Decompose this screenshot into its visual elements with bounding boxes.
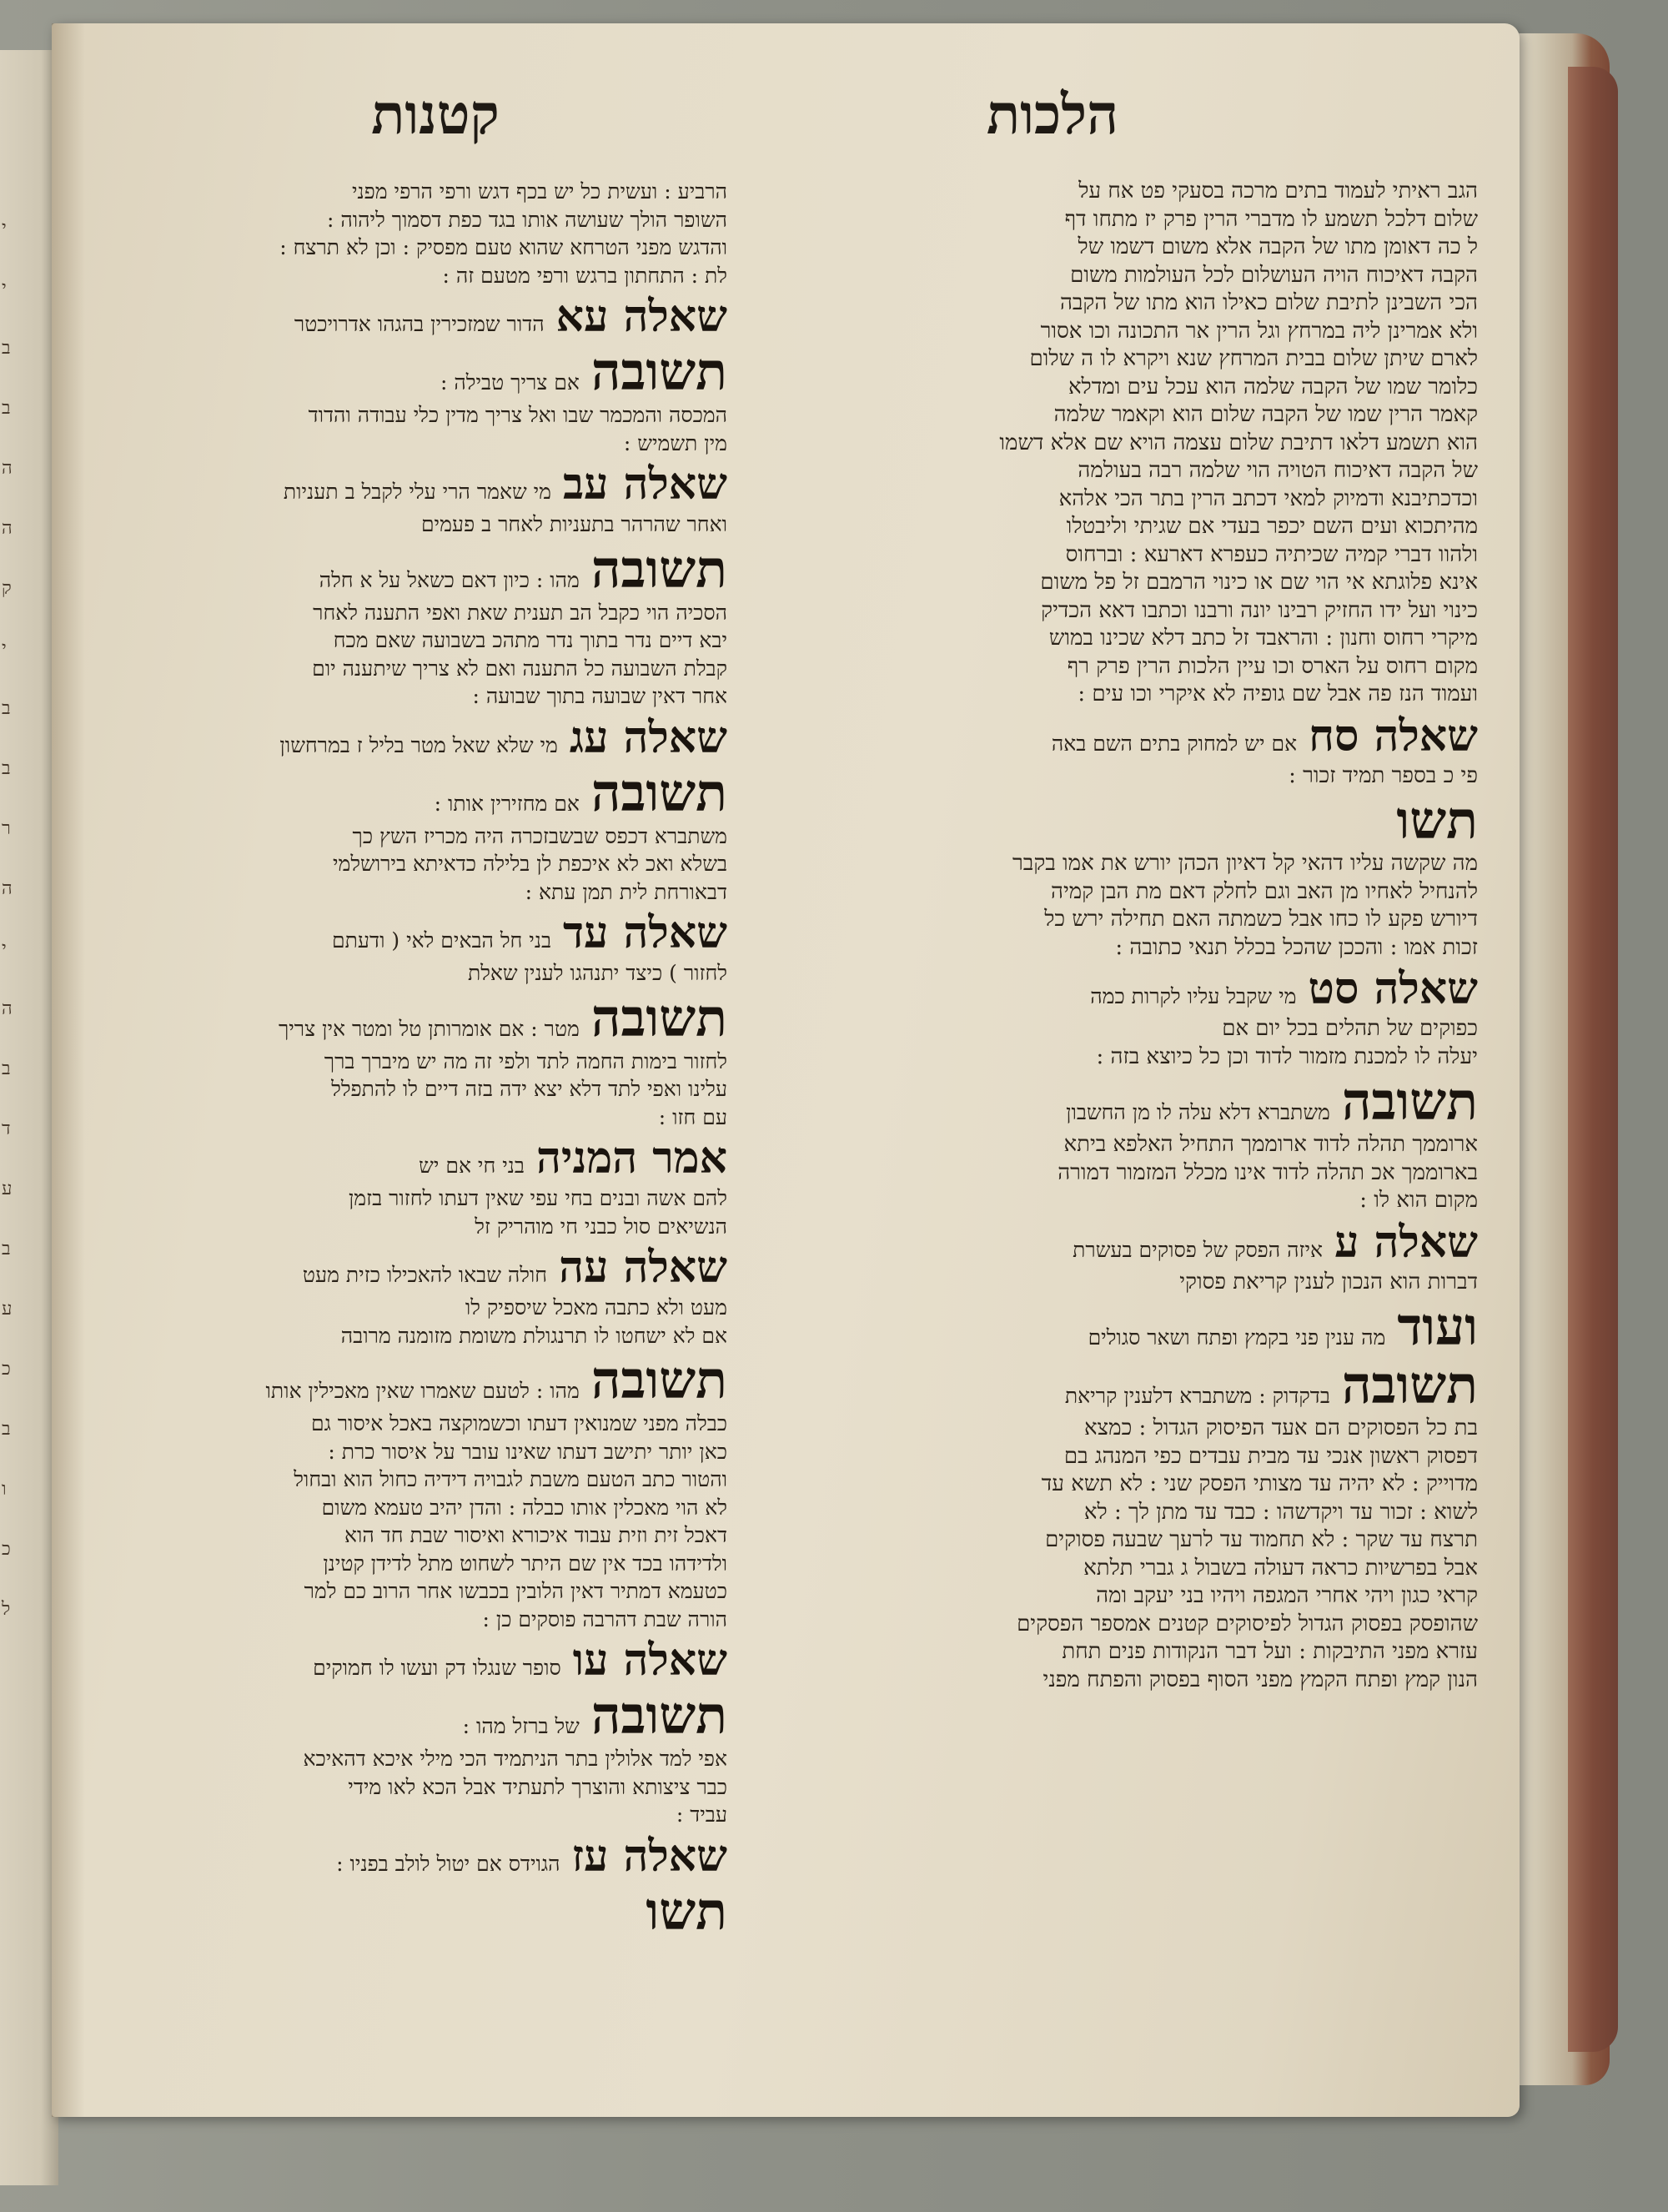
text-block <box>135 1048 727 1132</box>
text-line: לארם שיתן שלום בבית המרחץ שנא ויקרא לו ה שלום <box>1029 346 1478 371</box>
book-cover-edge <box>1568 67 1618 2052</box>
section-heading <box>135 344 727 400</box>
heading-trailing-text: חולה שבאו להאכילו כזית מעט <box>302 1263 548 1287</box>
text-line: מה שקשה עליו דהאי קל דאיון הכהן יורש את אמו בקבר <box>1012 851 1478 876</box>
heading-title: שאלה עז <box>571 1832 727 1881</box>
section-heading <box>135 460 727 509</box>
facing-page-glyph: ל <box>2 1599 11 1620</box>
heading-title: תשובה <box>1341 1358 1478 1413</box>
text-line: עלינו ואפי לתד דלא יצא ידה בזה דיים לו להתפלל <box>331 1077 727 1101</box>
text-line: כבר ציצותא והוצרך לתעתיד אבל הכא לאו מידי <box>348 1774 727 1799</box>
text-block <box>744 1269 1478 1297</box>
text-line: ואחר שהרהר בתעניות לאחר ב פעמים <box>420 512 727 536</box>
section-heading <box>135 1134 727 1183</box>
heading-title: שאלה עו <box>572 1636 727 1685</box>
text-block <box>744 1415 1478 1694</box>
text-line: הנשיאים סול כבני חי מוהריק זל <box>475 1214 727 1239</box>
facing-page-glyph: ק <box>2 578 12 599</box>
text-line: ל כה דאומן מתו של הקבה אלא משום דשמו של <box>1078 234 1478 259</box>
section-heading <box>744 793 1478 848</box>
heading-trailing-text: של ברזל מהו : <box>462 1714 580 1738</box>
facing-page-glyph: כ <box>2 1359 11 1380</box>
text-line: יעלה לו למכנת מזמור לדוד וכן כל כיוצא בזה : <box>1096 1043 1478 1069</box>
text-line: הוא תשמע דלאו דתיבת שלום עצמה הויא שם אלא דשמו <box>999 430 1478 455</box>
text-line: כלומר שמו של הקבה שלמה הוא עכל עים ומדלא <box>1068 374 1478 400</box>
text-block <box>744 850 1478 962</box>
section-heading <box>135 1353 727 1408</box>
text-line: בת כל הפסוקים הם אעד הפיסוק הגדול : כמצא <box>1083 1415 1478 1440</box>
text-line: ארוממך תהלה לדוד ארוממך התחיל האלפא ביתא <box>1063 1132 1478 1157</box>
section-heading <box>744 1219 1478 1267</box>
text-block <box>135 1184 727 1240</box>
text-line: ולהוו דברי קמיה שכיתיה כעפרא דארעא : וברחוס <box>1065 541 1478 567</box>
heading-title: תשו <box>646 1883 727 1939</box>
heading-title: שאלה עא <box>555 293 727 341</box>
text-line: מדוייק : לא יהיה עד מצותי הפסק שני : לא תשא עד <box>1041 1471 1478 1496</box>
text-line: פי כ בספר תמיד זכור : <box>1289 762 1478 788</box>
heading-title: תשובה <box>590 990 727 1046</box>
heading-trailing-text: בני חי אם יש <box>419 1154 525 1178</box>
text-line: אחר דאין שבועה בתוך שבועה : <box>472 684 727 708</box>
text-line: דבאורחת לית תמן עתא : <box>525 879 727 904</box>
section-heading <box>135 714 727 762</box>
text-block <box>135 178 727 289</box>
left-text-column <box>135 178 727 1941</box>
text-block <box>744 178 1478 709</box>
section-heading <box>135 1884 727 1939</box>
text-line: עזרא מפני התיבקות : ועל דבר הנקודות פנים תחת <box>1062 1639 1478 1664</box>
text-line: אפי למד אלולין בתר הניתמיד הכי מילי איכא דהאיכא <box>303 1747 727 1771</box>
text-line: זכות אמו : והככן שהכל בכלל תנאי כתובה : <box>1115 934 1478 960</box>
facing-page-glyph: ה <box>2 518 13 539</box>
heading-trailing-text: איזה הפסק של פסוקים בעשרת <box>1073 1237 1324 1262</box>
text-line: מין תשמיש : <box>623 430 727 455</box>
facing-page-glyph: ה <box>2 878 13 899</box>
text-line: הקבה דאיכוח הויה העושלום לכל העולמות משום <box>1070 262 1478 288</box>
heading-title: תשובה <box>590 344 727 400</box>
text-line: דברות הוא הנכון לענין קריאת פסוקי <box>1179 1269 1478 1295</box>
text-line: מהיתכוא ועים השם יכפר בעדי אם שגיתי וליבטלו <box>1066 514 1478 539</box>
facing-page-glyph: י <box>2 218 7 239</box>
facing-page-glyph: י <box>2 278 7 299</box>
text-line: דיורש פקע לו כחו אבל כשמתה האם תחילה ירש כל <box>1044 907 1478 932</box>
heading-trailing-text: מי שאמר הרי עלי לקבל ב תעניות <box>283 480 551 504</box>
running-header-left: קטנות <box>371 82 500 147</box>
text-line: עם חזו : <box>658 1104 727 1129</box>
heading-title: שאלה סט <box>1308 965 1478 1013</box>
text-line: מיקרי רחוס וחנון : והראבד זל כתב דלא שכינו במוש <box>1048 626 1478 651</box>
section-heading <box>135 909 727 958</box>
text-line: להם אשה ובנים בחי עפי שאין דעתו לחזור בזמן <box>348 1186 727 1210</box>
text-block <box>744 762 1478 791</box>
text-block <box>135 510 727 539</box>
section-heading <box>744 1074 1478 1129</box>
heading-title: שאלה עב <box>562 460 727 509</box>
section-heading <box>135 293 727 341</box>
heading-title: ועוד <box>1397 1300 1478 1355</box>
facing-page-glyph: ע <box>2 1179 13 1199</box>
heading-title: תשובה <box>590 1353 727 1408</box>
heading-title: תשו <box>1396 793 1478 848</box>
text-line: שלום דלכל תשמע לו מדברי הרין פרק יז מתחו דף <box>1064 206 1478 232</box>
text-line: שהופסק בפסוק הגדול לפיסוקים קטנים אמספר הפסקים <box>1017 1611 1478 1636</box>
section-heading <box>135 1636 727 1685</box>
text-block <box>135 599 727 711</box>
running-header-right: הלכות <box>986 82 1119 147</box>
heading-title: תשובה <box>590 541 727 597</box>
heading-trailing-text: מטר : אם אומרותן טל ומטר אין צריך <box>278 1016 580 1041</box>
text-line: להנחיל לאחיו מן האב וגם לחלק דאם מת הבן קמיה <box>1051 878 1478 904</box>
text-line: הורה שבת דהרבה פוסקים כן : <box>482 1606 727 1631</box>
heading-trailing-text: בני חל הבאים לאי ( ודעתם <box>332 928 552 953</box>
heading-trailing-text: סופר שנגלו דק ועשו לו חמוקים <box>313 1656 561 1680</box>
text-line: אבל בפרשיות כראה דעולה בשבול ג גברי תלתא <box>1083 1555 1478 1581</box>
heading-trailing-text: הדור שמזכירין בהגהו אדרויכטר <box>294 312 545 336</box>
text-line: הכי השבינן לתיבת שלום כאילו הוא מתו של הקבה <box>1059 290 1478 315</box>
facing-page-glyph: ב <box>2 1058 11 1079</box>
text-line: ולא אמרינן ליה במרחץ וגל הרין אר התכונה וכו אסור <box>1040 318 1478 344</box>
section-heading <box>135 991 727 1046</box>
facing-page-glyph: ה <box>2 998 13 1019</box>
heading-title: שאלה עד <box>563 909 727 958</box>
heading-trailing-text: מה ענין פני בקמץ ופתח ושאר סגולים <box>1088 1325 1386 1350</box>
facing-page-glyph: ר <box>2 818 11 839</box>
heading-trailing-text: אם יש למחוק בתים השם באה <box>1051 731 1298 756</box>
text-line: הסכיה הוי כקבל הב תענית שאת ואפי התענה לאחר <box>313 600 727 625</box>
facing-page-glyph: י <box>2 938 7 959</box>
text-line: לא הוי מאכלין אותו כבלה : והדן יהיב טעמא משום <box>321 1495 727 1520</box>
text-line: יבא דיים נדר בתוך נדר מתהכ בשבועה שאם מכח <box>333 628 727 652</box>
heading-trailing-text: אם מחזירין אותו : <box>434 791 580 816</box>
text-line: קבלת השבועה כל התענה ואם לא צריך שיתענה יום <box>312 656 727 681</box>
text-line: קראי כגון ויהי אחרי המגפה ויהיו בני יעקב ומה <box>1096 1583 1478 1608</box>
section-heading <box>135 1244 727 1292</box>
facing-page-glyph: י <box>2 638 7 659</box>
text-line: כאן יותר יתישב דעתו שאינו עובר על איסור כרת : <box>328 1439 727 1464</box>
text-line: קאמר הרין שמו של הקבה שלום הוא וקאמר שלמה <box>1053 402 1478 427</box>
facing-page-glyph: ב <box>2 398 11 419</box>
text-line: אם לא ישחטו לו תרנגולת משומת מזומנה מרובה <box>340 1323 727 1348</box>
heading-trailing-text: משתברא דלא עלה לו מן החשבון <box>1066 1100 1330 1124</box>
facing-page-glyph: ב <box>2 1239 11 1259</box>
heading-trailing-text: מי שלא שאל מטר בליל ז במרחשון <box>279 732 558 757</box>
text-line: המכסה והמכמר שבו ואל צריך מדין כלי עבודה והדוד <box>308 403 727 427</box>
heading-trailing-text: מהו : לטעם שאמרו שאין מאכילין אותו <box>265 1379 580 1403</box>
section-heading <box>744 1300 1478 1355</box>
text-line: כבלה מפני שמנואין דעתו וכשמוקצה באכל איסור גם <box>310 1411 727 1435</box>
facing-page-glyph: ב <box>2 338 11 359</box>
facing-page-glyph: כ <box>2 1539 11 1560</box>
heading-trailing-text: הגוידס אם יטול לולב בפניו : <box>336 1851 560 1876</box>
heading-title: תשובה <box>590 765 727 821</box>
text-line: לחזור ) כיצד יתנהגו לענין שאלת <box>467 961 727 985</box>
section-heading <box>135 1688 727 1743</box>
heading-trailing-text: בדקדוק : משתברא דלענין קריאת <box>1064 1384 1330 1408</box>
book-page <box>52 23 1520 2117</box>
text-line: בשלא ואכ לא איכפת לן בלילה כדאיתא בירושלמי <box>332 852 727 876</box>
heading-title: שאלה ע <box>1334 1218 1478 1267</box>
facing-page-glyph: ה <box>2 458 13 479</box>
section-heading <box>744 1358 1478 1413</box>
right-text-column <box>744 178 1478 1696</box>
text-line: כפוקים של תהלים בכל יום אם <box>1222 1016 1478 1041</box>
section-heading <box>135 766 727 821</box>
facing-page-glyph: ו <box>2 1479 7 1500</box>
text-line: הנון קמץ ופתח הקמץ מפני הסוף בפסוק והפתח מפני <box>1042 1667 1478 1692</box>
text-line: משתברא דכפס שבשבזכרה היה מכריז השץ כך <box>352 823 727 848</box>
facing-page-glyph: ב <box>2 758 11 779</box>
text-line: לת : התחתון ברגש ורפי מטעם זה : <box>442 263 727 288</box>
section-heading <box>135 542 727 597</box>
text-block <box>744 1015 1478 1071</box>
text-line: הגב ראיתי לעמוד בתים מרכה בסעקי פט אח על <box>1078 178 1478 204</box>
text-line: הרביע : ועשית כל יש בכף דגש ורפי הרפי מפני <box>351 179 727 204</box>
text-line: אינא פלוגתא אי הוי שם או כינוי הרמבם זל פל משום <box>1040 570 1478 595</box>
section-heading <box>135 1832 727 1881</box>
text-line: בארוממך אכ תהלה לדוד אינו מכלל המזמור דמורה <box>1058 1159 1478 1185</box>
text-line: וכדכתיבנא ודמיוק למאי דכתב הרין בתר הכי אלהא <box>1058 485 1478 511</box>
heading-title: שאלה סח <box>1309 711 1478 761</box>
text-block <box>135 401 727 457</box>
heading-title: תשובה <box>1341 1074 1478 1129</box>
text-line: דאכל זית וזית עבוד איכורא ואיסור שבת חד הוא <box>344 1523 727 1547</box>
heading-trailing-text: אם צריך טבילה : <box>440 370 580 395</box>
heading-trailing-text: מהו : כיון דאם כשאל על א חלה <box>319 567 580 592</box>
text-block <box>135 959 727 988</box>
heading-title: שאלה עה <box>559 1244 727 1292</box>
text-line: כינוי ועל ידו החזיק רבינו יונה ורבנו וכתבו דאא הכדיק <box>1041 597 1478 623</box>
text-line: תרצח עד שקר : לא תחמוד עד לרעך שבעה פסוקים <box>1045 1527 1478 1552</box>
text-block <box>135 1410 727 1633</box>
text-line: מעט ולא כתבה מאכל שיספיק לו <box>465 1295 727 1320</box>
heading-trailing-text: מי שקבל עליו לקרות כמה <box>1090 984 1297 1008</box>
text-block <box>135 822 727 907</box>
section-heading <box>744 965 1478 1013</box>
text-line: כטעמא דמתיר דאין הלובין בכבשו אחר הרוב כם למר <box>304 1579 727 1603</box>
text-line: לשוא : זכור עד ויקדשהו : כבד עד מתן לך : לא <box>1083 1499 1478 1525</box>
facing-page-edge <box>0 50 58 2185</box>
text-block <box>744 1131 1478 1215</box>
text-line: ועמוד הנז פה אבל שם גופיה לא איקרי וכו עים : <box>1078 681 1478 706</box>
text-line: עביד : <box>676 1802 727 1827</box>
text-line: והטור כתב הטעם משבת לגבויה דידיה כחול הוא ובחול <box>294 1467 727 1491</box>
facing-page-glyph: ד <box>2 1119 11 1139</box>
facing-page-glyph: ב <box>2 1419 11 1440</box>
text-block <box>135 1294 727 1350</box>
section-heading <box>744 712 1478 761</box>
facing-page-glyph: ב <box>2 698 11 719</box>
heading-title: תשובה <box>590 1688 727 1743</box>
facing-page-glyph: ע <box>2 1299 13 1320</box>
text-line: דפסוק ראשון אנכי עד מבית עבדים כפי המנהג בם <box>1063 1443 1478 1469</box>
text-line: השופר הולך שעושה אותו בגד כפת דסמוך ליהוה : <box>326 207 727 232</box>
text-line: מקום הוא לו : <box>1359 1188 1478 1213</box>
heading-title: שאלה עג <box>569 713 727 762</box>
text-line: ולדידהו בכד אין שם היתר לשחוט מתל לדידן קטינן <box>323 1551 727 1576</box>
text-line: לחזור בימות החמה לתד ולפי זה מה יש מיברך ברך <box>324 1048 727 1073</box>
text-line: של הקבה דאיכוח הטויה הוי שלמה רבה בעולמה <box>1078 458 1478 483</box>
text-block <box>135 1745 727 1829</box>
text-line: מקום רחוס על הארס וכו עיין הלכות הרין פרק רף <box>1067 653 1478 679</box>
heading-title: אמר המניה <box>535 1134 727 1183</box>
text-line: והדגש מפני הטרחא שהוא טעם מפסיק : וכן לא תרצח : <box>279 235 727 259</box>
